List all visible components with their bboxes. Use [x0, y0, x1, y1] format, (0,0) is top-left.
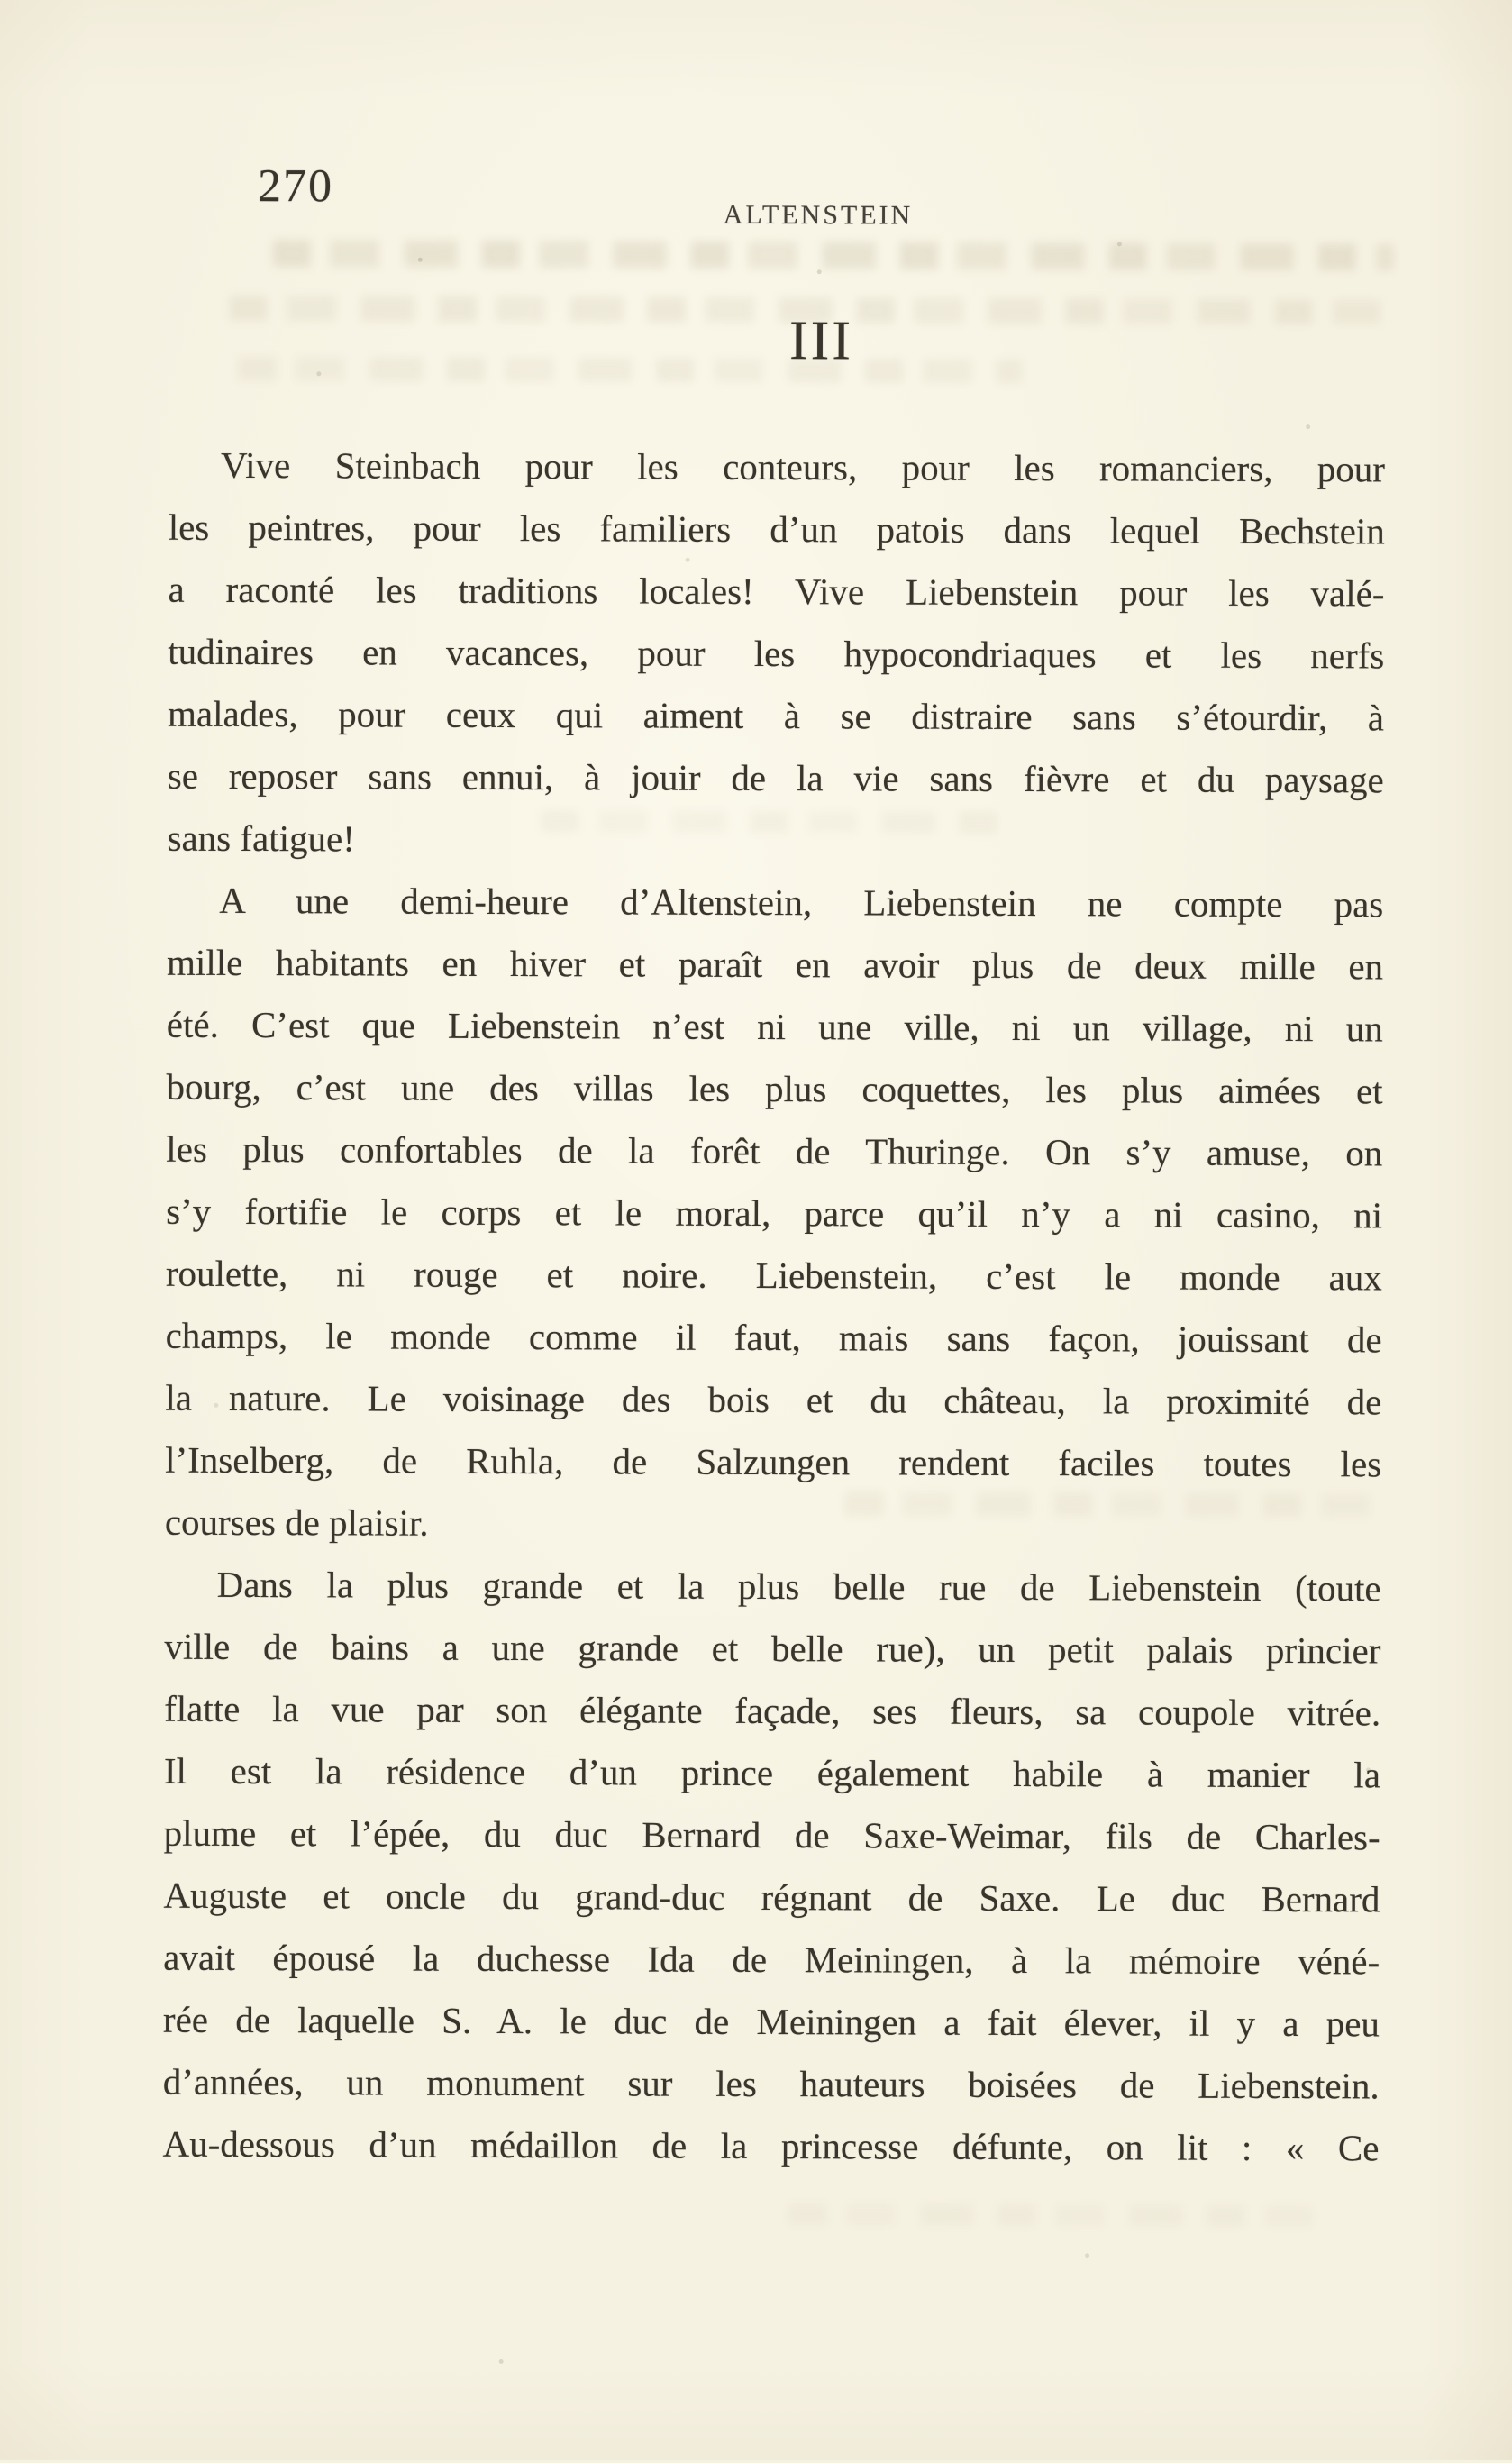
- text-line: a raconté les traditions locales! Vive Liebenstein pour les valé-: [168, 559, 1384, 625]
- section-heading: III: [789, 313, 853, 369]
- text-line: Auguste et oncle du grand-duc régnant de Saxe. Le duc Bernard: [163, 1865, 1380, 1931]
- text-line: ville de bains a une grande et belle rue), un petit palais princier: [164, 1616, 1380, 1683]
- text-line: A une demi-heure d’Altenstein, Liebenstein ne compte pas: [167, 870, 1383, 936]
- text-line: les peintres, pour les familiers d’un patois dans lequel Bechstein: [169, 497, 1385, 563]
- text-line: plume et l’épée, du duc Bernard de Saxe-Weimar, fils de Charles-: [164, 1802, 1380, 1869]
- text-line: courses de plaisir.: [165, 1491, 1381, 1558]
- paragraph: [167, 434, 1385, 874]
- text-line: la nature. Le voisinage des bois et du château, la proximité de: [165, 1367, 1381, 1434]
- text-line: se reposer sans ennui, à jouir de la vie sans fièvre et du paysage: [168, 745, 1384, 812]
- bleedthrough-smudge: [238, 357, 1022, 383]
- text-line: d’années, un monument sur les hauteurs boisées de Liebenstein.: [163, 2051, 1380, 2118]
- paragraph: [165, 870, 1384, 1558]
- text-line: Dans la plus grande et la plus belle rue de Liebenstein (toute: [165, 1554, 1381, 1620]
- running-title: ALTENSTEIN: [724, 202, 914, 230]
- text-line: flatte la vue par son élégante façade, ses fleurs, sa coupole vitrée.: [164, 1678, 1380, 1745]
- text-line: roulette, ni rouge et noire. Liebenstein, c’est le monde aux: [166, 1243, 1382, 1309]
- bleedthrough-smudge: [273, 240, 1395, 270]
- page-number: 270: [258, 163, 333, 210]
- text-line: les plus confortables de la forêt de Thuringe. On s’y amuse, on: [166, 1118, 1382, 1185]
- text-block: [162, 434, 1385, 2180]
- text-line: bourg, c’est une des villas les plus coquettes, les plus aimées et: [166, 1056, 1382, 1123]
- text-line: l’Inselberg, de Ruhla, de Salzungen rendent faciles toutes les: [165, 1429, 1381, 1496]
- text-line: sans fatigue!: [167, 807, 1383, 874]
- text-line: Au-dessous d’un médaillon de la princesse défunte, on lit : « Ce: [162, 2113, 1379, 2180]
- text-line: mille habitants en hiver et paraît en avoir plus de deux mille en: [167, 932, 1383, 999]
- text-line: Il est la résidence d’un prince également habile à manier la: [164, 1740, 1380, 1807]
- text-line: été. C’est que Liebenstein n’est ni une ville, ni un village, ni un: [167, 994, 1383, 1061]
- paragraph: [162, 1554, 1380, 2180]
- text-line: avait épousé la duchesse Ida de Meiningen, à la mémoire véné-: [163, 1927, 1380, 1993]
- bleedthrough-smudge: [788, 2203, 1338, 2227]
- text-line: malades, pour ceux qui aiment à se distraire sans s’étourdir, à: [168, 683, 1384, 750]
- text-line: champs, le monde comme il faut, mais sans façon, jouissant de: [166, 1305, 1382, 1372]
- text-line: Vive Steinbach pour les conteurs, pour les romanciers, pour: [169, 434, 1385, 501]
- text-line: tudinaires en vacances, pour les hypocondriaques et les nerfs: [168, 621, 1384, 688]
- text-line: s’y fortifie le corps et le moral, parce qu’il n’y a ni casino, ni: [166, 1181, 1382, 1247]
- text-line: rée de laquelle S. A. le duc de Meiningen a fait élever, il y a peu: [163, 1989, 1380, 2056]
